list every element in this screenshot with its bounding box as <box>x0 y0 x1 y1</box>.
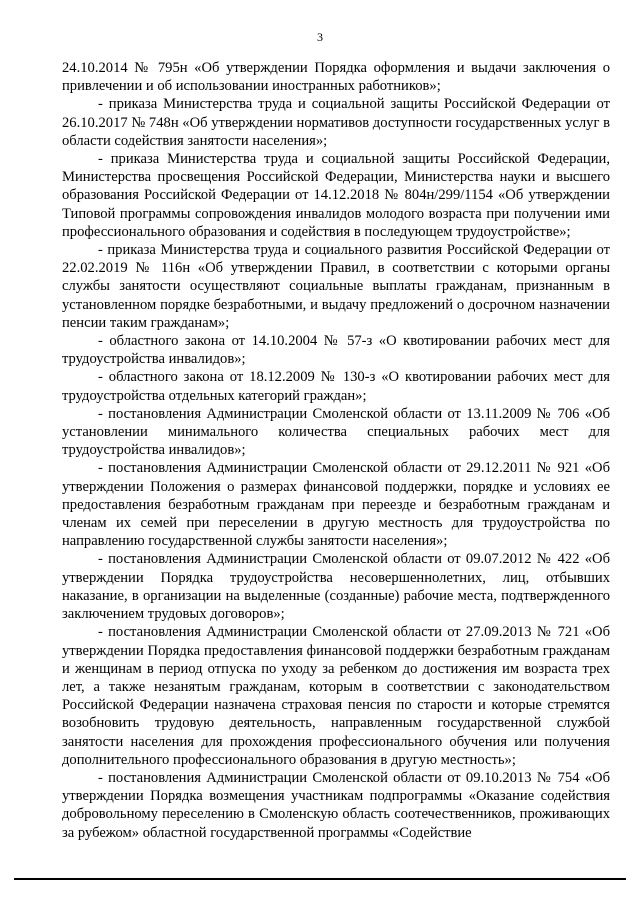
paragraph-continuation: 24.10.2014 № 795н «Об утверждении Порядка оформления и выдачи заключения о привлечении и об использовании иностранных работников»; <box>62 60 610 95</box>
list-item-resolution-706: - постановления Администрации Смоленской области от 13.11.2009 № 706 «Об установлении минимального количества специальных рабочих мест для трудоустройства инвалидов»; <box>62 405 610 459</box>
page-number: 3 <box>317 30 323 44</box>
list-item-order-116n: - приказа Министерства труда и социального развития Российской Федерации от 22.02.2019 № 116н «Об утверждении Правил, в соответствии с которыми органы службы занятости осуществляют социальные выплаты гражданам, признанным в установленном порядке безработными, и выдачу предложений о досрочном назначении пенсии таким гражданам»; <box>62 242 610 331</box>
list-item-order-804n: - приказа Министерства труда и социальной защиты Российской Федерации, Министерства просвещения Российской Федерации, Министерства науки и высшего образования Российской Федерации от 14.12.2018 № 804н/299/1154 «Об утверждении Типовой программы сопровождения инвалидов молодого возраста при получении ими профессионального образования и содействия в последующем трудоустройстве»; <box>62 151 610 240</box>
list-item-law-57z: - областного закона от 14.10.2004 № 57-з «О квотировании рабочих мест для трудоустройства инвалидов»; <box>62 333 610 368</box>
page-bottom-rule <box>14 878 626 880</box>
list-item-resolution-754: - постановления Администрации Смоленской области от 09.10.2013 № 754 «Об утверждении Порядка возмещения участникам подпрограммы «Оказание содействия добровольному переселению в Смоленскую область соотечественников, проживающих за рубежом» областной государственной программы «Содействие <box>62 769 610 841</box>
list-item-law-130z: - областного закона от 18.12.2009 № 130-з «О квотировании рабочих мест для трудоустройства отдельных категорий граждан»; <box>62 369 610 404</box>
list-item-resolution-422: - постановления Администрации Смоленской области от 09.07.2012 № 422 «Об утверждении Порядка трудоустройства несовершеннолетних, лиц, отбывших наказание, в организации на выделенные (созданные) рабочие места, подтвержденного заключением трудовых договоров»; <box>62 551 610 623</box>
document-body <box>62 59 610 842</box>
list-item-order-748n: - приказа Министерства труда и социальной защиты Российской Федерации от 26.10.2017 № 748н «Об утверждении нормативов доступности государственных услуг в области содействия занятости населения»; <box>62 96 610 149</box>
list-item-resolution-721: - постановления Администрации Смоленской области от 27.09.2013 № 721 «Об утверждении Порядка предоставления финансовой поддержки безработным гражданам и женщинам в период отпуска по уходу за ребенком до достижения им возраста трех лет, а также незанятым гражданам, которым в соответствии с законодательством Российской Федерации назначена страховая пенсия по старости и которые стремятся возобновить трудовую деятельность, направленным государственной службой занятости населения для прохождения профессионального обучения или получения дополнительного профессионального образования в другую местность»; <box>62 624 610 768</box>
list-item-resolution-921: - постановления Администрации Смоленской области от 29.12.2011 № 921 «Об утверждении Положения о размерах финансовой поддержки, порядке и условиях ее предоставления безработным гражданам при переезде и безработным гражданам и членам их семей при переселении в другую местность для трудоустройства по направлению государственной службы занятости населения»; <box>62 460 610 550</box>
